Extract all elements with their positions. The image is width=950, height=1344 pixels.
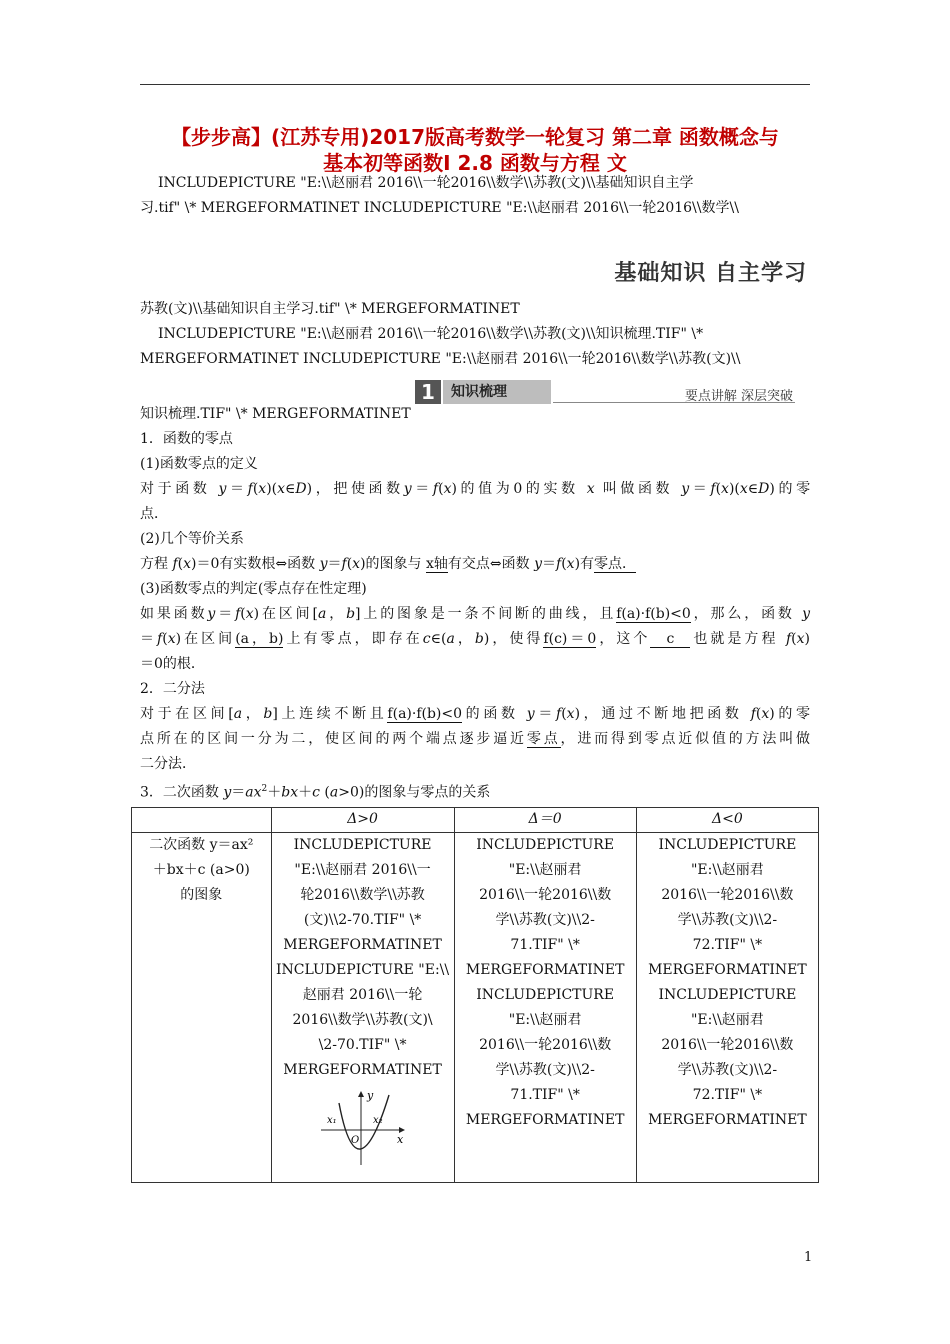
bisection-line: 对于在区间[a，b]上连续不断且f(a)·f(b)<0的函数 y＝f(x)，通过不断地把函数 f(x)的零 xyxy=(140,706,811,722)
theorem-line-end: ＝0的根． xyxy=(140,656,205,672)
banner-label: 知识梳理 xyxy=(443,380,551,404)
bisection-line-end: 二分法． xyxy=(140,756,196,772)
doc-title-line2: 基本初等函数Ⅰ 2.8 函数与方程 文 xyxy=(323,151,627,175)
table-row xyxy=(132,833,819,1183)
field-code-line: 苏教(文)\\基础知识自主学习.tif" \* MERGEFORMATINET xyxy=(140,301,520,317)
definition-line: 对于函数 y＝f(x)(x∈D)，把使函数y＝f(x)的值为0的实数 x 叫做函数 y＝f(x)(x∈D)的零 xyxy=(140,481,811,497)
table-cell-delta-zero: INCLUDEPICTURE "E:\\赵丽君 2016\\一轮2016\\数 学\\苏教(文)\\2- 71.TIF" \* MERGEFORMATINET INCLUDEPICTURE "E:\\赵丽君 2016\\一轮2016\\数 学\\苏教(文)\\2- 71.TIF" \* MERGEFORMATINET xyxy=(454,833,636,1183)
x1-label: x₁ xyxy=(326,1115,337,1126)
parabola-graph xyxy=(317,1089,409,1169)
subheading: (1)函数零点的定义 xyxy=(140,456,258,472)
section-2-heading: 2．二分法 xyxy=(140,681,205,697)
theorem-line: ＝f(x)在区间(a，b)上有零点，即存在c∈(a，b)，使得f(c)＝0，这个 c 也就是方程 f(x) xyxy=(140,631,811,647)
answer-blank: (a，b) xyxy=(235,631,284,647)
table-cell-delta-positive: INCLUDEPICTURE "E:\\赵丽君 2016\\一 轮2016\\数学\\苏教 (文)\\2-70.TIF" \* MERGEFORMATINET INCLUDEPICTURE "E:\\ 赵丽君 2016\\一轮 2016\\数学\\苏教(文)\ \2-70.TIF" \* MERGEFORMATINET y x x₁ x₂ O xyxy=(271,833,454,1183)
bisection-line: 点所在的区间一分为二，使区间的两个端点逐步逼近零点，进而得到零点近似值的方法叫做 xyxy=(140,731,811,747)
banner-number: 1 xyxy=(415,380,441,404)
equivalence-line: 方程 f(x)＝0有实数根⇔函数 y＝f(x)的图象与 x轴有交点⇔函数 y＝f(x)有零点． xyxy=(140,556,637,572)
quadratic-table xyxy=(131,807,819,1183)
doc-title-line1: 【步步高】(江苏专用)2017版高考数学一轮复习 第二章 函数概念与 xyxy=(171,125,779,149)
subheading: (2)几个等价关系 xyxy=(140,531,244,547)
table-header-cell: Δ＝0 xyxy=(454,808,636,833)
knowledge-banner xyxy=(415,380,795,404)
definition-line-end: 点． xyxy=(140,506,168,522)
x-label: x xyxy=(396,1133,403,1146)
theorem-line: 如果函数y＝f(x)在区间[a，b]上的图象是一条不间断的曲线，且f(a)·f(b)<0，那么，函数 y xyxy=(140,606,811,622)
section-1-heading: 1．函数的零点 xyxy=(140,431,233,447)
answer-blank: x轴 xyxy=(425,556,448,572)
row-label-cell: 二次函数 y＝ax² ＋bx＋c (a>0) 的图象 xyxy=(132,833,272,1183)
y-axis-arrow xyxy=(358,1091,364,1097)
answer-blank: c xyxy=(650,631,690,648)
subheading: (3)函数零点的判定(零点存在性定理) xyxy=(140,581,367,597)
origin-label: O xyxy=(350,1135,359,1146)
field-code-line: 知识梳理.TIF" \* MERGEFORMATINET xyxy=(140,406,411,422)
field-code-line: MERGEFORMATINET INCLUDEPICTURE "E:\\赵丽君 2016\\一轮2016\\数学\\苏教(文)\\ xyxy=(140,351,741,367)
field-code-line: INCLUDEPICTURE "E:\\赵丽君 2016\\一轮2016\\数学\\苏教(文)\\基础知识自主学 xyxy=(158,175,694,191)
table-cell-delta-negative: INCLUDEPICTURE "E:\\赵丽君 2016\\一轮2016\\数 学\\苏教(文)\\2- 72.TIF" \* MERGEFORMATINET INCLUDEPICTURE "E:\\赵丽君 2016\\一轮2016\\数 学\\苏教(文)\\2- 72.TIF" \* MERGEFORMATINET xyxy=(636,833,818,1183)
section-3-heading: 3．二次函数 $y=ax^2+bx+c$ (a>0)的图象与零点的关系 xyxy=(140,784,491,801)
section-heading: 基础知识 自主学习 xyxy=(614,261,807,286)
answer-blank: 零点 xyxy=(526,731,561,747)
y-label: y xyxy=(366,1089,373,1102)
answer-blank: f(a)·f(b)<0 xyxy=(616,606,691,622)
answer-blank: 零点． xyxy=(594,556,637,572)
answer-blank: f(c)＝0 xyxy=(543,631,597,647)
field-code-line: INCLUDEPICTURE "E:\\赵丽君 2016\\一轮2016\\数学\\苏教(文)\\知识梳理.TIF" \* xyxy=(158,326,704,342)
table-header-row xyxy=(132,808,819,833)
table-header-cell xyxy=(132,808,272,833)
header-rule xyxy=(140,84,810,85)
banner-right-text: 要点讲解 深层突破 xyxy=(684,389,793,404)
field-code-line: 习.tif" \* MERGEFORMATINET INCLUDEPICTURE "E:\\赵丽君 2016\\一轮2016\\数学\\ xyxy=(140,200,739,216)
answer-blank: f(a)·f(b)<0 xyxy=(387,706,463,722)
table-header-cell: Δ>0 xyxy=(271,808,454,833)
table-header-cell: Δ<0 xyxy=(636,808,818,833)
page-number: 1 xyxy=(804,1250,813,1265)
x2-label: x₂ xyxy=(372,1115,383,1126)
